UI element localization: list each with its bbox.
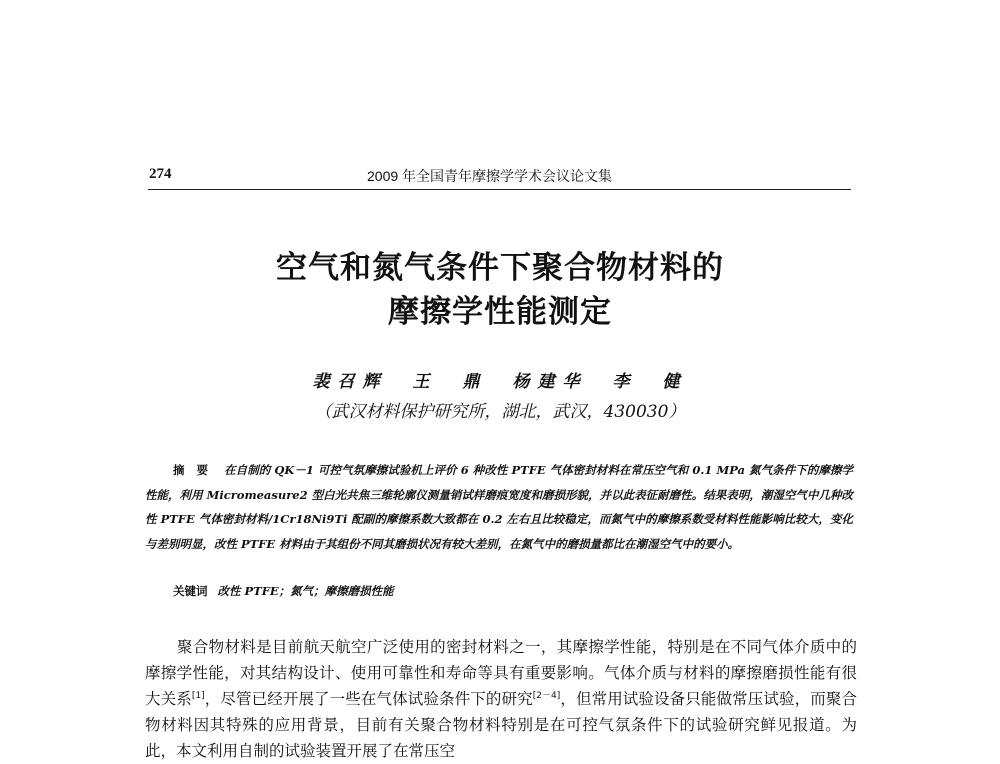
citation-ref-1: [1] [191, 690, 205, 701]
abstract-label: 摘要 [173, 463, 221, 477]
body-text-part-1: 聚合物材料是目前航天航空广泛使用的密封材料之一，其摩擦学性能，特别是在不同气体介质中的摩擦学性能，对其结构设计、使用可靠性和寿命等具有重要影响。气体介质与材料的摩擦磨损性能有很大关系 [145, 638, 857, 708]
citation-ref-2: [2－4] [532, 690, 561, 701]
body-text-part-2: ，尽管已经开展了一些在气体试验条件下的研究 [204, 690, 533, 708]
keywords-text: 改性 PTFE；氮气；摩擦磨损性能 [217, 584, 394, 598]
journal-title: 2009 年全国青年摩擦学学术会议论文集 [367, 168, 613, 184]
title-line-2: 摩擦学性能测定 [388, 294, 612, 330]
body-text-part-3: ，但常用试验设备只能做常压试验，而聚合物材料因其特殊的应用背景，目前有关聚合物材料特别是在可控气氛条件下的试验研究鲜见报道。为此，本文利用自制的试验装置开展了在常压空 [145, 690, 857, 760]
keywords [173, 583, 853, 599]
running-head [149, 166, 851, 188]
abstract-text: 在自制的 QK－1 可控气氛摩擦试验机上评价 6 种改性 PTFE 气体密封材料在常压空气和 0.1 MPa 氮气条件下的摩擦学性能，利用 Micromeasure2 型白光共焦三维轮廓仪测量销试样磨痕宽度和磨损形貌，并以此表征耐磨性。结果表明，潮湿空气中几种改性 PTFE 气体密封材料/1Cr18Ni9Ti 配副的摩擦系数大致都在 0.2 左右且比较稳定，而氮气中的摩擦系数受材料性能影响比较大，变化与差别明显，改性 PTFE 材料由于其组份不同其磨损状况有较大差别，在氮气中的磨损量都比在潮湿空气中的要小。 [145, 463, 854, 551]
title-line-1: 空气和氮气条件下聚合物材料的 [276, 250, 724, 286]
header-rule [148, 189, 851, 190]
body-paragraph [145, 634, 857, 764]
page-number: 274 [149, 166, 172, 182]
abstract [145, 458, 853, 556]
author-list: 裴召辉 王 鼎 杨建华 李 健 [312, 372, 688, 392]
keywords-label: 关键词 [173, 584, 208, 598]
paper-title [150, 246, 850, 334]
affiliation: （武汉材料保护研究所，湖北，武汉，430030） [314, 402, 686, 422]
